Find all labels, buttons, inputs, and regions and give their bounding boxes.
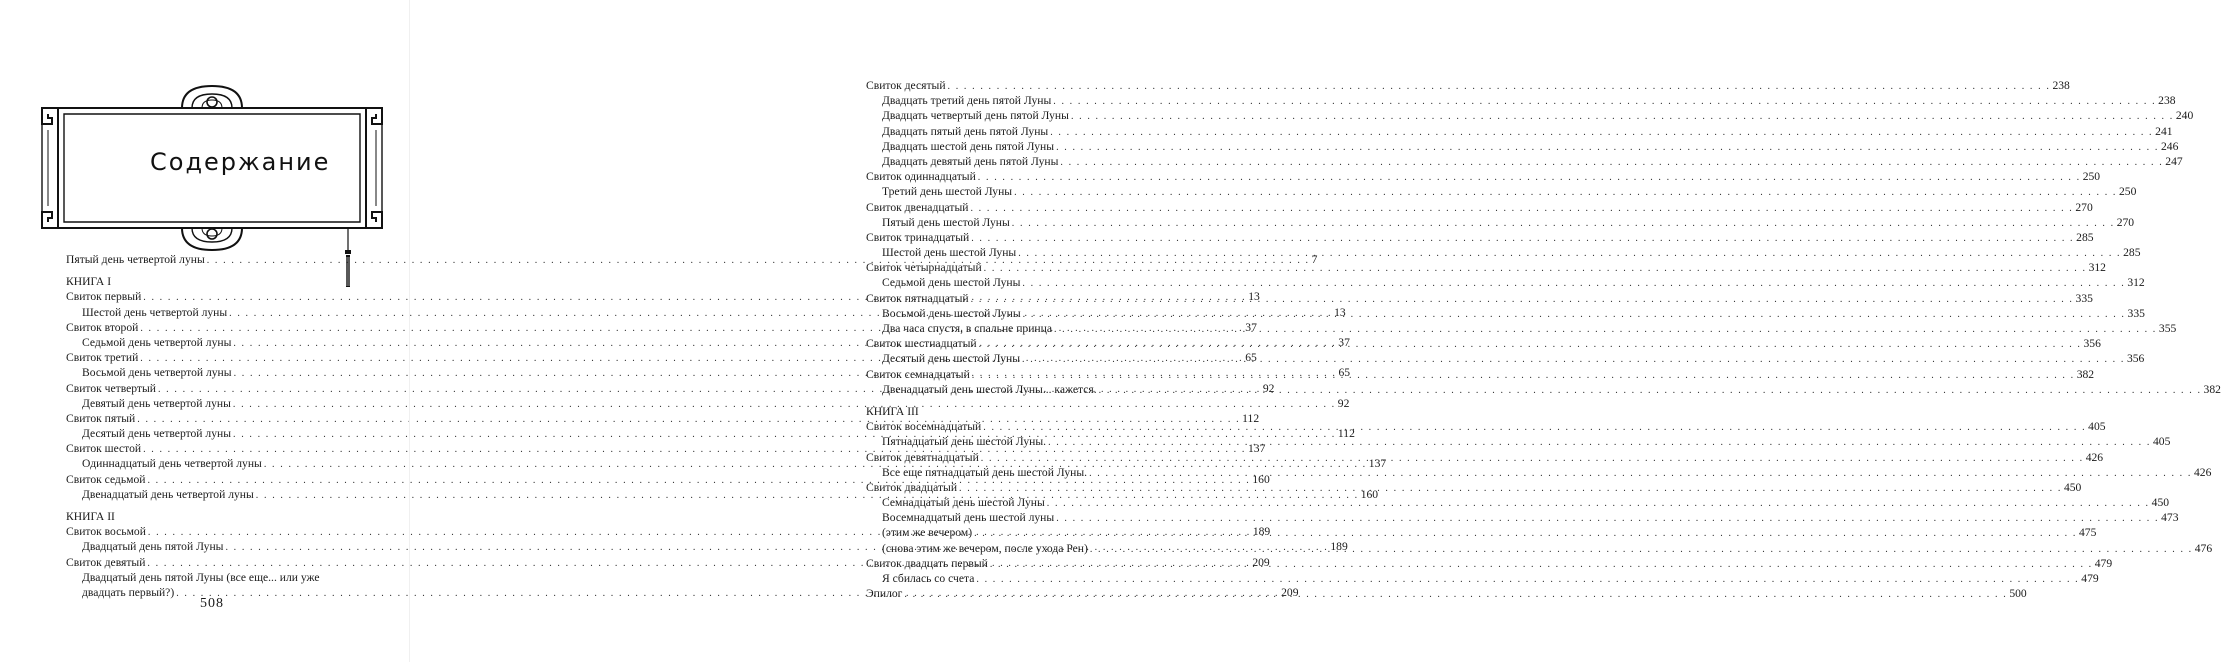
dot-leader	[990, 557, 2093, 572]
toc-entry-title: Восьмой день шестой Луны	[882, 306, 1021, 320]
toc-entry-page: 160	[1252, 472, 1270, 486]
toc-entry-page: 473	[2161, 511, 2179, 525]
toc-entry-page: 356	[2083, 337, 2101, 351]
dot-leader	[1054, 322, 2157, 337]
toc-entry-page: 250	[2082, 170, 2101, 184]
toc-entry-title: Свиток восемнадцатый	[866, 420, 982, 434]
toc-entry	[866, 230, 2094, 245]
toc-entry-title: Свиток двенадцатый	[866, 200, 969, 214]
toc-entry-page: 246	[2160, 139, 2179, 153]
toc-entry-page: 238	[2158, 94, 2176, 108]
dot-leader	[971, 231, 2074, 246]
toc-section-heading: КНИГА I	[66, 275, 112, 289]
dot-leader	[1089, 466, 2192, 481]
toc-entry-title: Пятнадцатый день шестой Луны.	[882, 435, 1047, 449]
toc-entry-page: 209	[1252, 555, 1270, 569]
toc-entry-page: 250	[2119, 185, 2137, 199]
toc-entry-title: Свиток первый	[66, 290, 142, 304]
toc-entry-title: Двенадцатый день четвертой луны	[82, 487, 254, 501]
toc-entry-title-continued: двадцать первый?)	[82, 585, 175, 599]
toc-entry-page: 475	[2078, 526, 2097, 540]
toc-entry-title: Седьмой день шестой Луны	[882, 276, 1021, 290]
dot-leader	[1090, 542, 2193, 557]
toc-entry	[866, 184, 2137, 199]
dot-leader	[1056, 140, 2159, 155]
toc-entry-title: Семнадцатый день шестой Луны	[882, 496, 1045, 510]
toc-entry-page: 137	[1247, 442, 1266, 456]
toc-entry	[866, 139, 2179, 154]
toc-entry-title: Двадцать пятый день пятой Луны	[882, 124, 1049, 138]
toc-entry-page: 92	[1337, 396, 1350, 410]
dot-leader	[978, 170, 2081, 185]
toc-entry-title: Двадцать шестой день пятой Луны	[882, 139, 1055, 153]
toc-entry	[866, 260, 2106, 275]
dot-leader	[1056, 511, 2159, 526]
dot-leader	[948, 79, 2051, 94]
toc-entry-page: 382	[2076, 367, 2095, 381]
dot-leader	[1014, 185, 2117, 200]
dot-leader	[1050, 125, 2153, 140]
toc-entry-title: Двадцать четвертый день пятой Луны	[882, 109, 1069, 123]
toc-entry-title: Свиток четырнадцатый	[866, 261, 982, 275]
toc-entry-title: Свиток пятый	[66, 411, 136, 425]
toc-entry	[866, 275, 2145, 290]
toc-entry	[866, 215, 2135, 230]
dot-leader	[984, 261, 2087, 276]
toc-section-heading: КНИГА III	[866, 404, 919, 418]
toc-entry-title: Свиток седьмой	[66, 472, 146, 486]
toc-entry-page: 270	[2116, 215, 2135, 229]
toc-entry-page: 209	[1281, 585, 1299, 599]
toc-section-heading: КНИГА II	[66, 510, 115, 523]
page-number: 508	[200, 596, 224, 611]
toc-entry-title: Двадцать девятый день пятой Луны	[882, 154, 1059, 168]
dot-leader	[981, 451, 2084, 466]
dot-leader	[1022, 276, 2125, 291]
toc-entry-title: Двадцатый день пятой Луны	[82, 540, 224, 554]
dot-leader	[983, 420, 2086, 435]
toc-entry-title: Свиток девятнадцатый	[866, 450, 979, 464]
dot-leader	[959, 481, 2062, 496]
toc-entry-page: 285	[2076, 230, 2094, 244]
dot-leader	[1018, 246, 2121, 261]
dot-leader	[1047, 496, 2150, 511]
toc-entry-title: Свиток пятнадцатый	[866, 291, 969, 305]
toc-entry-page: 13	[1248, 290, 1260, 304]
toc-entry-title: Все еще пятнадцатый день шестой Луны.	[882, 465, 1088, 479]
toc-entry-title: Третий день шестой Луны	[882, 185, 1013, 199]
toc-entry	[866, 200, 2093, 215]
toc-entry	[866, 78, 2070, 93]
page-title: Содержание	[150, 148, 331, 177]
toc-entry-page: 479	[2081, 572, 2099, 585]
toc-entry-title: Шестой день четвертой луны	[82, 305, 228, 319]
dot-leader	[972, 368, 2075, 383]
toc-entry-title: Свиток одиннадцатый	[866, 170, 976, 184]
dot-leader	[1048, 435, 2151, 450]
toc-entry-title: Я сбилась со счета	[882, 572, 975, 585]
toc-entry-page: 335	[2127, 306, 2145, 320]
toc-entry-title: Свиток девятый	[66, 555, 146, 569]
toc-entry-page: 312	[2127, 276, 2145, 290]
dot-leader	[979, 337, 2082, 352]
toc-entry-page: 500	[2009, 587, 2027, 601]
toc-entry	[866, 154, 2183, 169]
toc-entry-title: Два часа спустя, в спальне принца	[882, 322, 1052, 335]
toc-entry	[866, 571, 2099, 586]
toc-entry-title: Пятый день шестой Луны	[882, 215, 1010, 229]
toc-entry-page: 92	[1262, 381, 1275, 395]
toc-entry-page: 112	[1337, 427, 1355, 441]
toc-entry-page: 335	[2075, 291, 2093, 305]
toc-entry-title: Двадцатый день пятой Луны (все еще... или уже	[82, 570, 320, 584]
dot-leader	[1099, 383, 2202, 398]
toc-entry	[866, 245, 2141, 260]
toc-entry-title: Двенадцатый день шестой Луны... кажется.	[882, 382, 1097, 396]
toc-entry-title: Десятый день четвертой луны	[82, 427, 231, 441]
toc-entry-page: 247	[2165, 154, 2183, 168]
toc-entry-title: Свиток второй	[66, 320, 139, 334]
toc-entry-page: 426	[2193, 465, 2212, 479]
toc-entry-page: 137	[1368, 457, 1387, 471]
toc-entry-title: Эпилог	[866, 587, 903, 601]
dot-leader	[974, 526, 2077, 541]
toc-entry-title: Свиток шестнадцатый	[866, 337, 977, 351]
toc-entry	[866, 495, 2170, 510]
toc-entry-page: 405	[2088, 420, 2106, 434]
dot-leader	[976, 572, 2079, 587]
toc-entry-title: Свиток семнадцатый	[866, 367, 970, 381]
dot-leader	[904, 587, 2007, 602]
dot-leader	[1053, 94, 2156, 109]
toc-entry-title: Свиток четвертый	[66, 381, 156, 395]
toc-entry	[866, 169, 2101, 184]
toc-entry-page: 37	[1245, 320, 1257, 334]
toc-entry-title: (снова этим же вечером, после ухода Рен)	[882, 541, 1088, 555]
toc-entry-page: 13	[1334, 305, 1346, 319]
toc-entry-page: 405	[2152, 435, 2171, 449]
dot-leader	[1060, 155, 2163, 170]
toc-entry-page: 476	[2194, 541, 2213, 555]
toc-entry-page: 7	[1311, 253, 1318, 266]
toc-entry-page: 356	[2126, 352, 2145, 366]
dot-leader	[1071, 109, 2174, 124]
dot-leader	[1023, 307, 2126, 322]
toc-entry-page: 65	[1338, 366, 1351, 380]
toc-entry	[866, 108, 2194, 123]
toc-entry-page: 189	[1252, 525, 1271, 539]
toc-entry-page: 450	[2151, 496, 2170, 510]
toc-entry-title: Восьмой день четвертой луны	[82, 366, 232, 380]
toc-entry-title: Свиток восьмой	[66, 525, 146, 539]
dot-leader	[1012, 216, 2115, 231]
toc-entry-title: Свиток двадцатый	[866, 480, 958, 494]
dot-leader	[970, 201, 2073, 216]
toc-entry-page: 312	[2088, 261, 2106, 275]
toc-entry-title: Шестой день шестой Луны	[882, 246, 1017, 260]
toc-entry-page: 37	[1338, 335, 1350, 349]
toc-entry-title: Одиннадцатый день четвертой луны	[82, 457, 262, 471]
dot-leader	[1022, 352, 2125, 367]
dot-leader	[971, 292, 2074, 307]
toc-entry-title: Свиток шестой	[66, 442, 142, 456]
toc-entry-title: Свиток двадцать первый	[866, 556, 988, 570]
toc-entry-title: Свиток десятый	[866, 79, 946, 92]
toc-entry	[866, 93, 2176, 108]
toc-entry-page: 382	[2203, 382, 2221, 396]
toc-entry-title: Седьмой день четвертой луны	[82, 335, 232, 349]
toc-entry-page: 285	[2123, 246, 2141, 260]
toc-entry-page: 189	[1330, 540, 1348, 554]
toc-entry-page: 65	[1245, 351, 1257, 365]
toc-entry-title: Пятый день четвертой луны	[66, 253, 205, 266]
toc-entry-title: (этим же вечером)	[882, 526, 973, 540]
toc-entry-title: Восемнадцатый день шестой луны	[882, 511, 1055, 525]
toc-entry	[866, 510, 2179, 525]
toc-entry-page: 112	[1242, 411, 1260, 425]
toc-entry-title: Свиток третий	[66, 351, 139, 365]
toc-entry-page: 238	[2052, 79, 2070, 92]
toc-entry-page: 426	[2085, 450, 2104, 464]
toc-entry-page: 270	[2075, 200, 2093, 214]
toc-entry-page: 241	[2155, 124, 2173, 138]
toc-entry-title: Двадцать третий день пятой Луны	[882, 94, 1052, 108]
toc-entry-page: 479	[2094, 556, 2113, 570]
toc-entry-page: 160	[1360, 487, 1379, 501]
toc-entry-page: 240	[2175, 109, 2194, 123]
toc-entry-title: Десятый день шестой Луны	[882, 352, 1021, 366]
toc-entry-title: Свиток тринадцатый	[866, 230, 970, 244]
toc-entry-page: 450	[2063, 480, 2082, 494]
toc-entry-page: 355	[2158, 322, 2177, 335]
toc-entry	[866, 124, 2173, 139]
toc-entry-title: Девятый день четвертой луны	[82, 396, 231, 410]
